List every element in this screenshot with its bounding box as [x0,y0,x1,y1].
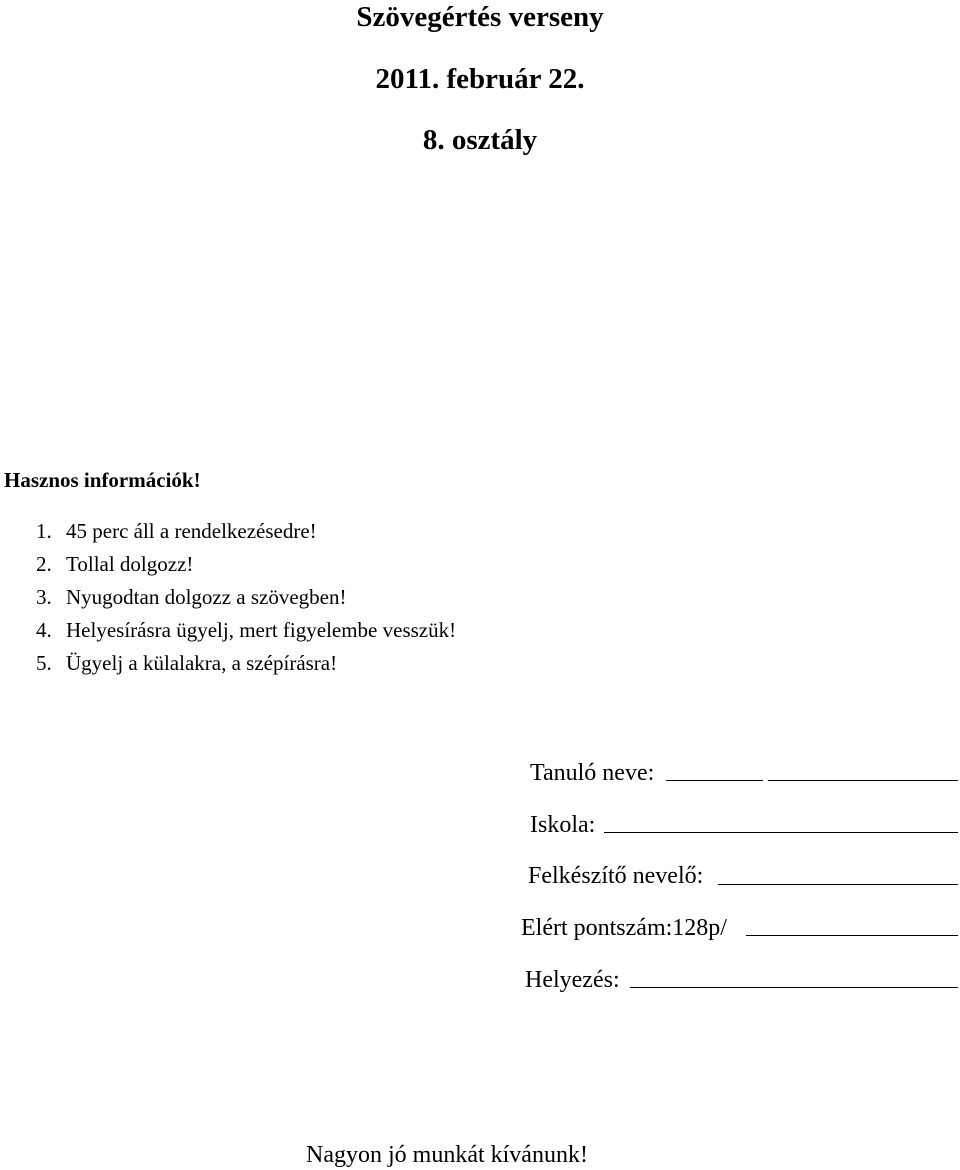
teacher-label: Felkészítő nevelő: [528,863,704,889]
school-field[interactable] [604,831,958,833]
list-item-text: Helyesírásra ügyelj, mert figyelembe vesszük! [66,618,457,642]
school-row [530,811,595,839]
list-item-number: 5. [36,651,52,675]
list-item [36,551,456,577]
score-field[interactable] [746,934,958,936]
placement-row [525,966,620,994]
list-item-number: 1. [36,519,52,543]
placement-field[interactable] [630,986,958,988]
teacher-row [528,862,703,890]
student-name-field-extension[interactable] [768,779,958,781]
placement-label: Helyezés: [525,967,620,993]
grade-level: 8. osztály [422,124,538,156]
list-item-text: Tollal dolgozz! [66,552,194,576]
list-item [36,584,456,610]
school-label: Iskola: [530,812,596,838]
teacher-field[interactable] [718,883,958,885]
score-label: Elért pontszám:128p/ [521,915,727,941]
score-row [521,914,727,942]
list-item [36,518,456,544]
list-item [36,617,456,643]
list-item-number: 3. [36,585,52,609]
list-item [36,650,456,676]
student-name-label: Tanuló neve: [530,760,655,786]
list-item-text: 45 perc áll a rendelkezésedre! [66,519,317,543]
info-heading: Hasznos információk! [4,468,201,492]
student-name-row [530,759,654,787]
list-item-number: 2. [36,552,52,576]
rules-list [36,518,456,683]
page-title: Szövegértés verseny [356,1,604,33]
list-item-text: Ügyelj a külalakra, a szépírásra! [66,651,338,675]
closing-message: Nagyon jó munkát kívánunk! [306,1142,588,1168]
competition-date: 2011. február 22. [375,63,585,95]
list-item-text: Nyugodtan dolgozz a szövegben! [66,585,347,609]
list-item-number: 4. [36,618,52,642]
student-name-field[interactable] [666,779,763,781]
